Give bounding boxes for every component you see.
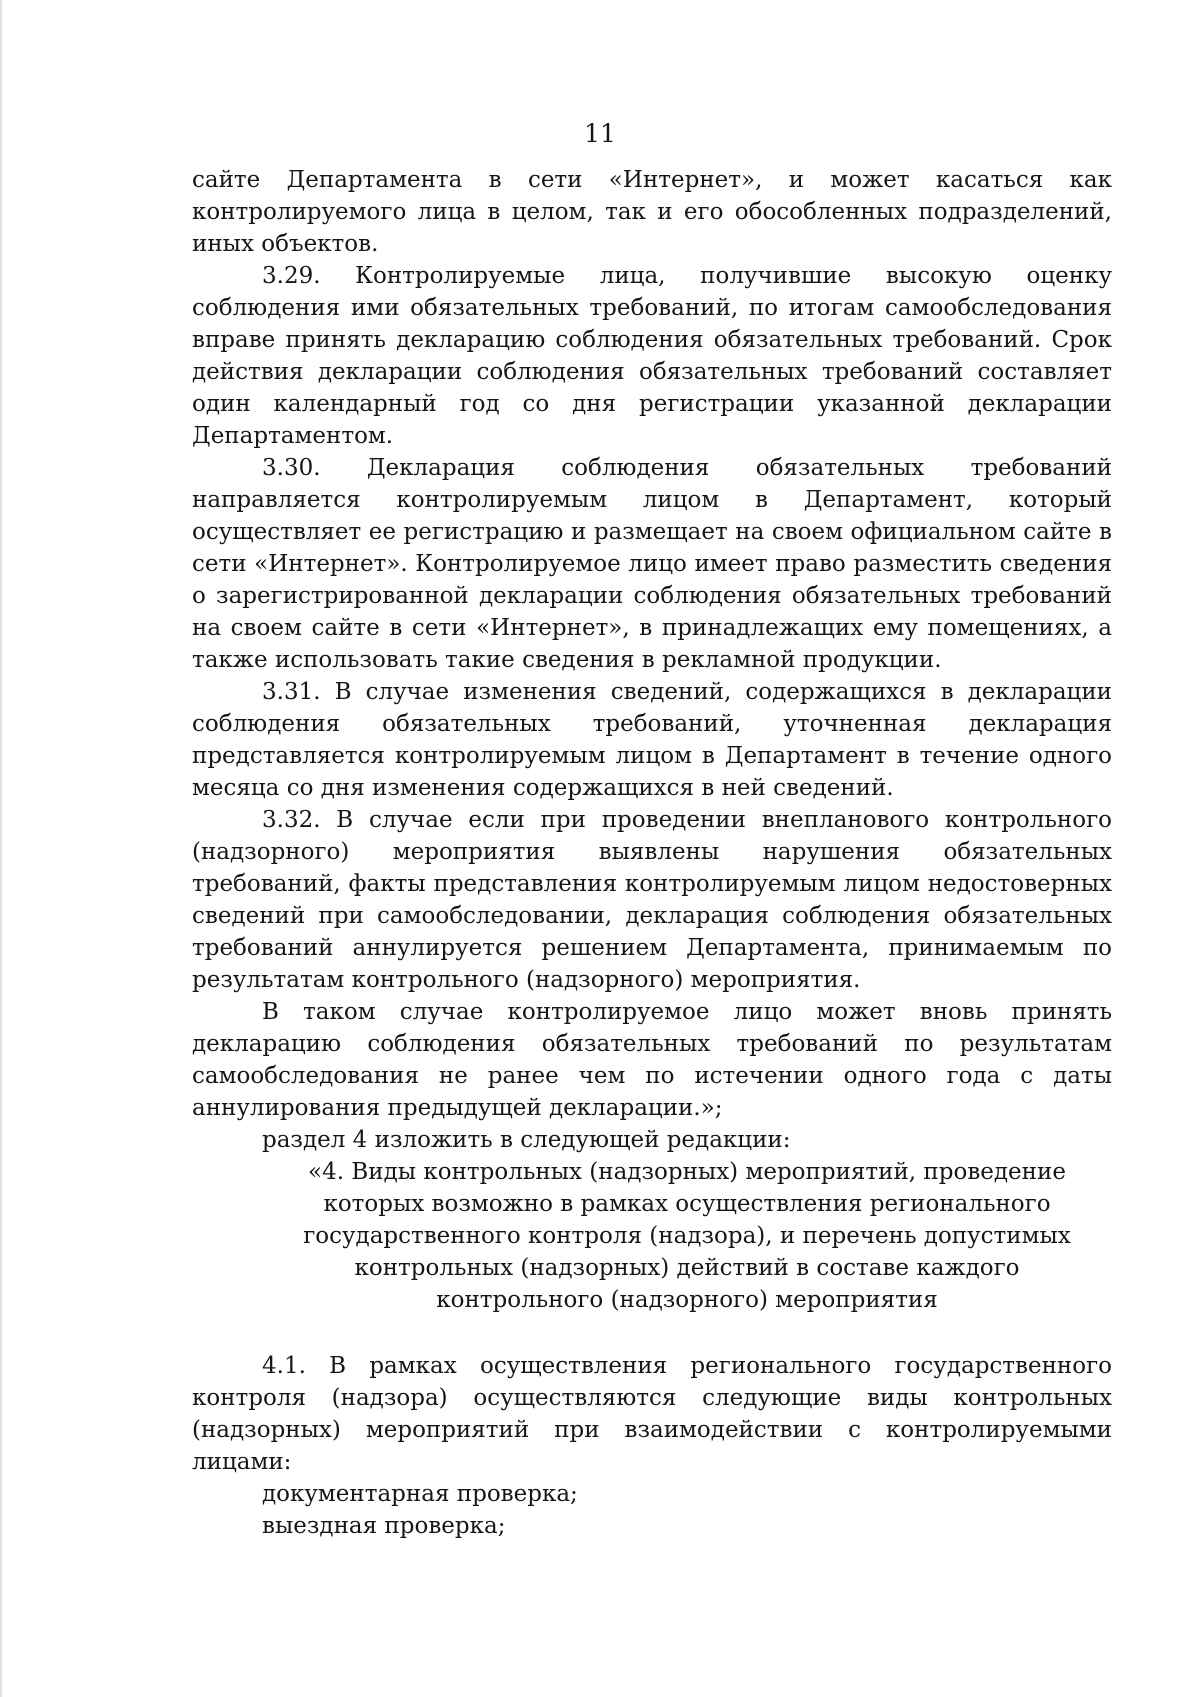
paragraph-section-4-intro: раздел 4 изложить в следующей редакции: bbox=[262, 1127, 791, 1153]
heading-line: которых возможно в рамках осуществления регионального bbox=[323, 1191, 1051, 1217]
heading-line: контрольных (надзорных) действий в составе каждого bbox=[354, 1255, 1020, 1281]
heading-line: государственного контроля (надзора), и перечень допустимых bbox=[303, 1223, 1071, 1249]
paragraph-continuation: сайте Департамента в сети «Интернет», и может касаться как контролируемого лица в целом, так и его обособленных подразделений, иных объектов. bbox=[192, 167, 1112, 257]
section-4-heading bbox=[192, 1156, 1112, 1316]
paragraph-re-declaration: В таком случае контролируемое лицо может вновь принять декларацию соблюдения обязательных требований по результатам самообследования не ранее чем по истечении одного года с даты аннулирования предыдущей декларации.»; bbox=[192, 999, 1112, 1121]
heading-line: «4. Виды контрольных (надзорных) мероприятий, проведение bbox=[308, 1159, 1066, 1185]
paragraph-3-31: 3.31. В случае изменения сведений, содержащихся в декларации соблюдения обязательных требований, уточненная декларация представляется контролируемым лицом в Департамент в течение одного месяца со дня изменения содержащихся в ней сведений. bbox=[192, 679, 1112, 801]
paragraph-3-32: 3.32. В случае если при проведении внепланового контрольного (надзорного) мероприятия выявлены нарушения обязательных требований, факты представления контролируемым лицом недостоверных сведений при самообследовании, декларация соблюдения обязательных требований аннулируется решением Департамента, принимаемым по результатам контрольного (надзорного) мероприятия. bbox=[192, 807, 1112, 993]
paragraph-3-30: 3.30. Декларация соблюдения обязательных требований направляется контролируемым лицом в Департамент, который осуществляет ее регистрацию и размещает на своем официальном сайте в сети «Интернет». Контролируемое лицо имеет право разместить сведения о зарегистрированной декларации соблюдения обязательных требований на своем сайте в сети «Интернет», в принадлежащих ему помещениях, а также использовать такие сведения в рекламной продукции. bbox=[192, 455, 1112, 673]
page-number: 11 bbox=[584, 119, 616, 148]
paragraph-3-29: 3.29. Контролируемые лица, получившие высокую оценку соблюдения ими обязательных требований, по итогам самообследования вправе принять декларацию соблюдения обязательных требований. Срок действия декларации соблюдения обязательных требований составляет один календарный год со дня регистрации указанной декларации Департаментом. bbox=[192, 263, 1112, 449]
scan-edge-shadow bbox=[0, 0, 3, 1697]
paragraph-4-1: 4.1. В рамках осуществления регионального государственного контроля (надзора) осуществляются следующие виды контрольных (надзорных) мероприятий при взаимодействии с контролируемыми лицами: bbox=[192, 1353, 1112, 1475]
list-item-documentary-check: документарная проверка; bbox=[262, 1481, 578, 1507]
heading-line: контрольного (надзорного) мероприятия bbox=[436, 1287, 938, 1313]
list-item-field-check: выездная проверка; bbox=[262, 1513, 506, 1539]
document-body bbox=[192, 164, 1112, 1542]
